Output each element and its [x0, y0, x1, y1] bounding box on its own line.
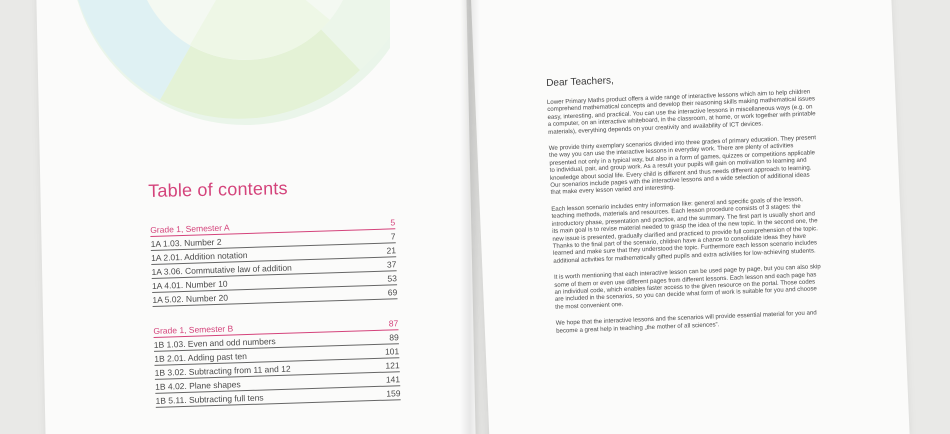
letter-salutation: Dear Teachers, [546, 75, 615, 89]
letter-paragraph: Lower Primary Maths product offers a wide range of interactive lessons which aim to help children comprehend mathematical concepts and develop their reasoning skills making mathematical issues easy, interesting, and practical. You can use the interactive lessons in miscellaneous ways (e.g. on a computer, on an interactive whiteboard, in the classroom, at home, or work together with printable materials), everything depends on your creativity and availability of ICT devices. [546, 88, 816, 136]
toc-title: Table of contents [148, 178, 288, 201]
decorative-circle-graphic [30, 0, 390, 210]
toc-page-number: 7 [390, 231, 396, 242]
toc-row-label: 1B 2.01. Adding past ten [154, 351, 248, 364]
toc-page-number: 159 [386, 388, 401, 399]
toc-row-label: 1B 4.02. Plane shapes [154, 379, 241, 392]
toc-section-label: Grade 1, Semester B [153, 323, 234, 336]
toc-row-label: 1A 4.01. Number 10 [151, 278, 228, 291]
toc-row-label: 1A 3.06. Commutative law of addition [151, 262, 292, 277]
toc-row-label: 1B 1.03. Even and odd numbers [153, 336, 276, 350]
toc-page-number: 141 [385, 374, 401, 385]
letter-paragraph: We provide thirty exemplary scenarios divided into three grades of primary education. They present the way you can use the interactive lessons in everyday work. There are plenty of activities presented not only in a typical way, but also in a form of games, quizzes or competitions applicable to individual, pair, and group work. As a result your pupils will gain on motivation to learning and knowledge about social life. Every child is different and thus needs different approach to learning. Our scenarios include pages with the interactive lessons and a wide selection of additional ideas that make every lesson varied and interesting. [548, 134, 817, 197]
toc-section-label: Grade 1, Semester A [150, 222, 230, 235]
toc-page-number: 5 [390, 217, 396, 228]
toc-page-number: 53 [387, 273, 398, 284]
letter-to-teachers [546, 67, 826, 344]
toc-page-number: 101 [384, 346, 400, 357]
book-spine [460, 0, 480, 434]
toc-row-label: 1A 5.02. Number 20 [152, 292, 229, 305]
toc-row-label: 1A 1.03. Number 2 [150, 236, 222, 249]
toc-page-number: 87 [388, 318, 399, 329]
toc-row-label: 1B 5.11. Subtracting full tens [155, 392, 264, 406]
toc-page-number: 69 [387, 287, 398, 298]
toc-row-label: 1B 3.02. Subtracting from 11 and 12 [154, 363, 291, 378]
toc-page-number: 89 [389, 332, 399, 343]
toc-page-number: 21 [386, 245, 397, 256]
toc-page-number: 37 [386, 259, 397, 270]
table-of-contents [150, 215, 401, 408]
letter-paragraph: We hope that the interactive lessons and the scenarios will provide essential material for you and become a great help in teaching „the mother of all sciences”. [555, 309, 817, 335]
toc-row-label: 1A 2.01. Addition notation [150, 249, 248, 263]
letter-paragraph: Each lesson scenario includes entry information like: general and specific goals of the lesson, teaching methods, materials and resources. Each lesson procedure consists of 3 stages: the introductory phase, presentation and practice, and the summary. The first part is usually short and its main goal is to revise material needed to grasp the idea of the new topic. In the second one, the new issue is presented, gradually clarified and practiced to provide full comprehension of the topic. Thanks to the final part of the scenario, children have a chance to consolidate ideas they have learned and make sure that they understood the topic. Furthermore each lesson scenario includes additional activities for mathematically gifted pupils and extra activities for low-achieving students. [551, 195, 818, 265]
letter-paragraph: It is worth mentioning that each interactive lesson can be used page by page, but you can also skip some of them or even use different pages from different lessons. Each lesson and each page has an individual code, which enables faster access to the given resource on the portal. Those codes are included in the scenarios, so you can decide what form of work is suitable for you and choose the most convenient one. [553, 263, 821, 311]
toc-page-number: 121 [385, 360, 400, 371]
